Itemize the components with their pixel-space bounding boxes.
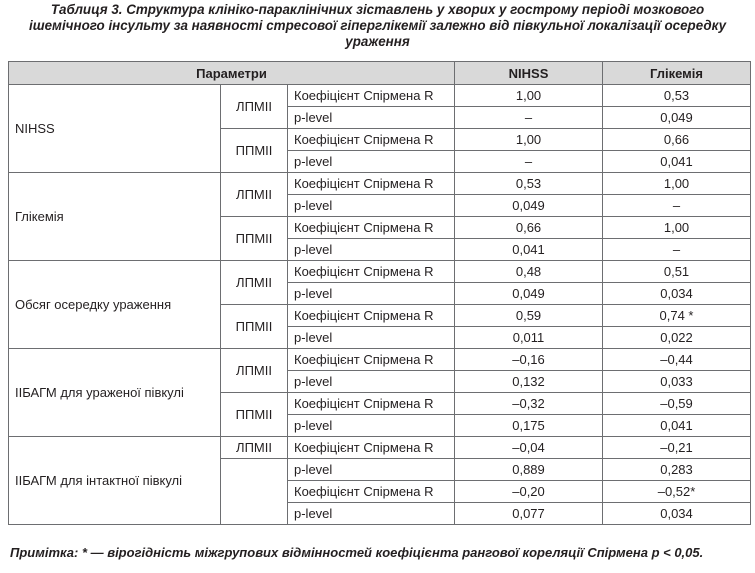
glycemia-value-cell: 0,283 <box>603 459 751 481</box>
statistic-cell: Коефіцієнт Спірмена R <box>288 481 455 503</box>
header-params: Параметри <box>9 62 455 85</box>
statistic-cell: p-level <box>288 327 455 349</box>
nihss-value-cell: 1,00 <box>455 85 603 107</box>
glycemia-value-cell: – <box>603 195 751 217</box>
nihss-value-cell: 0,049 <box>455 195 603 217</box>
localization-cell: ППМІІ <box>221 305 288 349</box>
nihss-value-cell: 1,00 <box>455 129 603 151</box>
parameter-cell: ІІБАГМ для ураженої півкулі <box>9 349 221 437</box>
glycemia-value-cell: –0,44 <box>603 349 751 371</box>
table-body <box>9 85 751 525</box>
statistic-cell: p-level <box>288 459 455 481</box>
parameter-cell: ІІБАГМ для інтактної півкулі <box>9 437 221 525</box>
statistic-cell: Коефіцієнт Спірмена R <box>288 85 455 107</box>
localization-cell: ЛПМІІ <box>221 349 288 393</box>
statistic-cell: Коефіцієнт Спірмена R <box>288 261 455 283</box>
nihss-value-cell: 0,011 <box>455 327 603 349</box>
nihss-value-cell: – <box>455 107 603 129</box>
statistic-cell: Коефіцієнт Спірмена R <box>288 393 455 415</box>
caption-line-2: ішемічного інсульту за наявності стресової гіперглікемії залежно від півкульної локалізації осередку <box>28 18 727 33</box>
parameter-cell: Глікемія <box>9 173 221 261</box>
nihss-value-cell: 0,53 <box>455 173 603 195</box>
table-row <box>9 85 751 107</box>
nihss-value-cell: –0,32 <box>455 393 603 415</box>
glycemia-value-cell: 0,041 <box>603 151 751 173</box>
localization-cell: ППМІІ <box>221 129 288 173</box>
statistic-cell: p-level <box>288 195 455 217</box>
statistic-cell: Коефіцієнт Спірмена R <box>288 217 455 239</box>
glycemia-value-cell: 1,00 <box>603 217 751 239</box>
statistic-cell: p-level <box>288 415 455 437</box>
glycemia-value-cell: 0,049 <box>603 107 751 129</box>
localization-cell: ЛПМІІ <box>221 85 288 129</box>
parameter-cell: NIHSS <box>9 85 221 173</box>
table-header-row <box>9 62 751 85</box>
statistic-cell: p-level <box>288 283 455 305</box>
glycemia-value-cell: 0,53 <box>603 85 751 107</box>
table-row <box>9 173 751 195</box>
nihss-value-cell: 0,59 <box>455 305 603 327</box>
table-footnote: Примітка: * — вірогідність міжгрупових відмінностей коефіцієнта рангової кореляції Спірмена p < 0,05. <box>10 545 704 560</box>
nihss-value-cell: 0,66 <box>455 217 603 239</box>
statistic-cell: p-level <box>288 371 455 393</box>
statistic-cell: Коефіцієнт Спірмена R <box>288 437 455 459</box>
statistic-cell: p-level <box>288 151 455 173</box>
glycemia-value-cell: 0,041 <box>603 415 751 437</box>
statistic-cell: p-level <box>288 503 455 525</box>
statistic-cell: Коефіцієнт Спірмена R <box>288 305 455 327</box>
statistic-cell: Коефіцієнт Спірмена R <box>288 349 455 371</box>
localization-cell: ЛПМІІ <box>221 173 288 217</box>
glycemia-value-cell: 0,034 <box>603 503 751 525</box>
nihss-value-cell: –0,04 <box>455 437 603 459</box>
statistic-cell: Коефіцієнт Спірмена R <box>288 173 455 195</box>
nihss-value-cell: 0,049 <box>455 283 603 305</box>
glycemia-value-cell: 0,74 * <box>603 305 751 327</box>
glycemia-value-cell: 1,00 <box>603 173 751 195</box>
table-row <box>9 261 751 283</box>
localization-cell: ППМІІ <box>221 393 288 437</box>
glycemia-value-cell: 0,51 <box>603 261 751 283</box>
caption-line-3: ураження <box>345 34 410 49</box>
nihss-value-cell: – <box>455 151 603 173</box>
correlation-table <box>8 61 751 525</box>
nihss-value-cell: 0,175 <box>455 415 603 437</box>
table-row <box>9 349 751 371</box>
nihss-value-cell: 0,077 <box>455 503 603 525</box>
parameter-cell: Обсяг осередку ураження <box>9 261 221 349</box>
statistic-cell: p-level <box>288 239 455 261</box>
table-caption <box>6 2 749 50</box>
nihss-value-cell: –0,20 <box>455 481 603 503</box>
glycemia-value-cell: – <box>603 239 751 261</box>
glycemia-value-cell: –0,21 <box>603 437 751 459</box>
glycemia-value-cell: 0,66 <box>603 129 751 151</box>
nihss-value-cell: 0,041 <box>455 239 603 261</box>
glycemia-value-cell: 0,022 <box>603 327 751 349</box>
localization-cell: ППМІІ <box>221 217 288 261</box>
localization-cell: ЛПМІІ <box>221 437 288 459</box>
glycemia-value-cell: –0,59 <box>603 393 751 415</box>
localization-cell <box>221 459 288 525</box>
localization-cell: ЛПМІІ <box>221 261 288 305</box>
table-row <box>9 437 751 459</box>
nihss-value-cell: 0,132 <box>455 371 603 393</box>
statistic-cell: p-level <box>288 107 455 129</box>
nihss-value-cell: 0,889 <box>455 459 603 481</box>
nihss-value-cell: –0,16 <box>455 349 603 371</box>
statistic-cell: Коефіцієнт Спірмена R <box>288 129 455 151</box>
glycemia-value-cell: 0,033 <box>603 371 751 393</box>
nihss-value-cell: 0,48 <box>455 261 603 283</box>
header-nihss: NIHSS <box>455 62 603 85</box>
header-glycemia: Глікемія <box>603 62 751 85</box>
caption-line-1: Таблиця 3. Структура клініко-параклінічних зіставлень у хворих у гострому періоді мозкового <box>50 2 705 17</box>
glycemia-value-cell: 0,034 <box>603 283 751 305</box>
glycemia-value-cell: –0,52* <box>603 481 751 503</box>
